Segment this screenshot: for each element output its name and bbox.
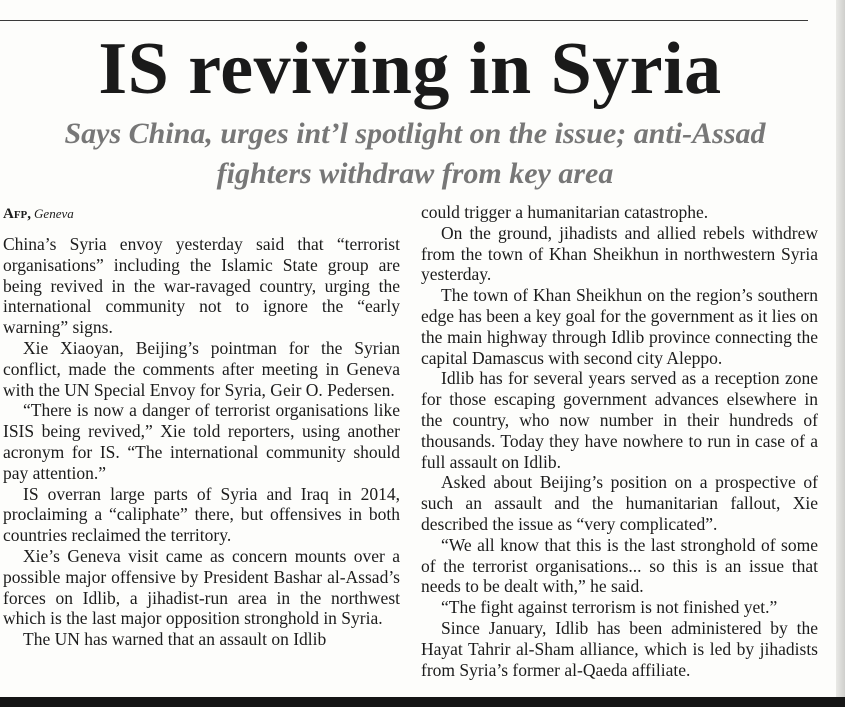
paragraph: Idlib has for several years served as a reception zone for those escaping government advances elsewhere in the country, who now number in their hundreds of thousands. Today they have nowhere to run in case of a full assault on Idlib. bbox=[421, 368, 818, 472]
paragraph: “The fight against terrorism is not finished yet.” bbox=[441, 597, 778, 618]
paragraph: IS overran large parts of Syria and Iraq in 2014, proclaiming a “caliphate” there, but offensives in both countries reclaimed the territory. bbox=[3, 483, 400, 546]
paragraph: China’s Syria envoy yesterday said that “terrorist organisations” including the Islamic State group are being revived in the war-ravaged country, urging the international community not to ignore the “early warning” signs. bbox=[3, 234, 400, 338]
page-edge-shadow bbox=[836, 0, 845, 707]
paragraph: Xie Xiaoyan, Beijing’s pointman for the Syrian conflict, made the comments after meeting in Geneva with the UN Special Envoy for Syria, Geir O. Pedersen. bbox=[3, 337, 400, 400]
paragraph: The town of Khan Sheikhun on the region’s southern edge has been a key goal for the government as it lies on the main highway through Idlib province connecting the capital Damascus with second city Aleppo. bbox=[421, 285, 818, 368]
paragraph: The UN has warned that an assault on Idlib bbox=[23, 629, 327, 650]
byline bbox=[3, 204, 400, 225]
paragraph: “We all know that this is the last stronghold of some of the terrorist organisations... so this is an issue that needs to be dealt with,” he said. bbox=[421, 534, 818, 597]
article-column-right bbox=[421, 202, 818, 680]
paragraph: Asked about Beijing’s position on a prospective of such an assault and the humanitarian fallout, Xie described the issue as “very complicated”. bbox=[421, 472, 818, 534]
subheadline: Says China, urges int’l spotlight on the issue; anti-Assad fighters withdraw from key area bbox=[64, 117, 766, 190]
byline-agency: Afp, bbox=[3, 206, 32, 222]
paragraph: On the ground, jihadists and allied rebels withdrew from the town of Khan Sheikhun in northwestern Syria yesterday. bbox=[421, 222, 818, 285]
top-rule bbox=[0, 20, 808, 21]
headline: IS reviving in Syria bbox=[98, 28, 722, 110]
bottom-edge bbox=[0, 697, 845, 707]
paragraph: could trigger a humanitarian catastrophe. bbox=[421, 202, 709, 222]
paragraph: Since January, Idlib has been administered by the Hayat Tahrir al-Sham alliance, which is led by jihadists from Syria’s former al-Qaeda affiliate. bbox=[421, 617, 818, 680]
paragraph: Xie’s Geneva visit came as concern mounts over a possible major offensive by President Bashar al-Assad’s forces on Idlib, a jihadist-run area in the northwest which is the last major opposition stronghold in Syria. bbox=[3, 545, 400, 629]
article-column-left bbox=[3, 204, 400, 650]
paragraph: “There is now a danger of terrorist organisations like ISIS being revived,” Xie told reporters, using another acronym for IS. “The international community should pay attention.” bbox=[3, 400, 400, 483]
byline-city: Geneva bbox=[34, 206, 74, 221]
